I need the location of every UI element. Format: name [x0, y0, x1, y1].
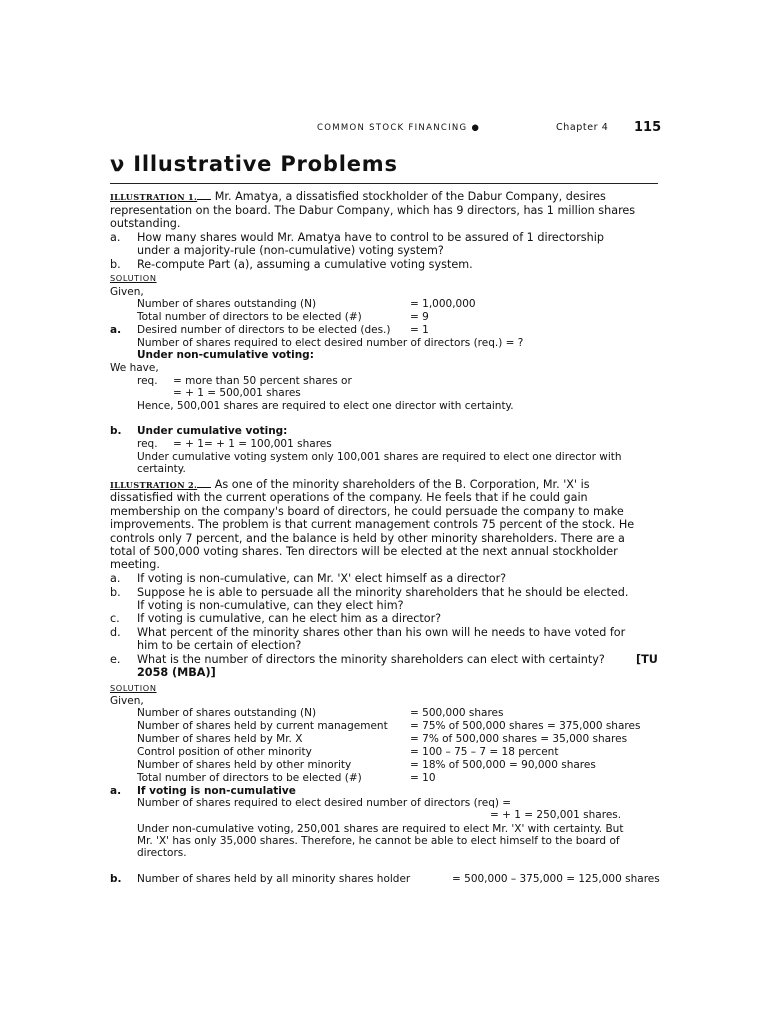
section-bullet-icon: ν	[110, 152, 126, 176]
title-divider	[110, 183, 658, 184]
given-item-value: = 18% of 500,000 = 90,000 shares	[410, 759, 596, 771]
conclusion-text: certainty.	[137, 463, 186, 475]
illustration-1-text: Mr. Amatya, a dissatisfied stockholder of the Dabur Company, desires	[214, 190, 606, 203]
given-item-label: Number of shares outstanding (N)	[137, 707, 317, 719]
label-underline	[197, 190, 211, 200]
given-item-label: Number of shares required to elect desired number of directors (req.) = ?	[137, 337, 524, 349]
conclusion-text: directors.	[137, 847, 187, 859]
question-c-text: If voting is cumulative, can he elect him as a director?	[137, 612, 442, 625]
given-item-value: = 7% of 500,000 shares = 35,000 shares	[410, 733, 628, 745]
question-a-text: under a majority-rule (non-cumulative) voting system?	[137, 244, 444, 257]
given-item-value: = 75% of 500,000 shares = 375,000 shares	[410, 720, 641, 732]
subheading: If voting is non-cumulative	[137, 785, 296, 797]
question-marker: b.	[110, 586, 121, 599]
part-marker: b.	[110, 425, 122, 437]
question-e-text: What is the number of directors the minority shareholders can elect with certainty?	[137, 653, 605, 666]
illustration-1-first-line	[110, 190, 606, 204]
illustration-1-text: outstanding.	[110, 217, 181, 230]
given-item-label: Number of shares outstanding (N)	[137, 298, 317, 310]
illustration-2-label: ILLUSTRATION 2.	[110, 480, 198, 490]
illustration-1-label: ILLUSTRATION 1.	[110, 192, 198, 202]
given-item-label: Number of shares held by other minority	[137, 759, 352, 771]
req-value: = + 1= + 1 = 100,001 shares	[173, 438, 332, 450]
given-item-label: Total number of directors to be elected (#)	[137, 772, 362, 784]
question-a-text: How many shares would Mr. Amatya have to control to be assured of 1 directorship	[137, 231, 604, 244]
we-have-label: We have,	[110, 362, 159, 374]
given-item-value: = 1,000,000	[410, 298, 476, 310]
illustration-1-text: representation on the board. The Dabur Company, which has 9 directors, has 1 million shares	[110, 204, 636, 217]
req-formula: Number of shares required to elect desired number of directors (req) =	[137, 797, 512, 809]
question-b-text: If voting is non-cumulative, can they elect him?	[137, 599, 404, 612]
req-result: = + 1 = 250,001 shares.	[490, 809, 622, 821]
given-item-label: Desired number of directors to be elected (des.)	[137, 324, 391, 336]
question-b-text: Suppose he is able to persuade all the minority shareholders that he should be elected.	[137, 586, 629, 599]
given-item-value: = 100 – 75 – 7 = 18 percent	[410, 746, 559, 758]
given-item-label: Number of shares held by current management	[137, 720, 388, 732]
conclusion-text: Under cumulative voting system only 100,001 shares are required to elect one director with	[137, 451, 622, 463]
question-marker: d.	[110, 626, 121, 639]
given-item-label: Number of shares held by all minority shares holder	[137, 873, 411, 885]
illustration-2-text: controls only 7 percent, and the balance is held by other minority shareholders. There are a	[110, 532, 625, 545]
req-label: req.	[137, 438, 158, 450]
running-header-chapter: Chapter 4	[556, 122, 609, 133]
given-item-value: = 10	[410, 772, 436, 784]
req-label: req.	[137, 375, 158, 387]
conclusion-text: Hence, 500,001 shares are required to elect one director with certainty.	[137, 400, 514, 412]
illustration-2-text: total of 500,000 voting shares. Ten directors will be elected at the next annual stockholder	[110, 545, 618, 558]
question-d-text: What percent of the minority shares other than his own will he needs to have voted for	[137, 626, 626, 639]
subheading: Under cumulative voting:	[137, 425, 288, 437]
req-value: = more than 50 percent shares or	[173, 375, 352, 387]
illustration-2-text: dissatisfied with the current operations of the company. He feels that if he could gain	[110, 491, 588, 504]
conclusion-text: Under non-cumulative voting, 250,001 shares are required to elect Mr. 'X' with certainty. But	[137, 823, 624, 835]
given-item-value: = 1	[410, 324, 429, 336]
req-value: = + 1 = 500,001 shares	[173, 387, 301, 399]
question-marker: a.	[110, 572, 121, 585]
question-marker: a.	[110, 231, 121, 244]
illustration-2-text: improvements. The problem is that current management controls 75 percent of the stock. He	[110, 518, 635, 531]
question-marker: e.	[110, 653, 121, 666]
section-title-text: Illustrative Problems	[133, 152, 398, 176]
given-item-value: = 9	[410, 311, 429, 323]
running-header-title: COMMON STOCK FINANCING ●	[317, 123, 481, 133]
given-label: Given,	[110, 695, 144, 707]
solution-label: SOLUTION	[110, 683, 157, 693]
given-label: Given,	[110, 286, 144, 298]
section-title	[110, 152, 398, 176]
question-marker: b.	[110, 258, 121, 271]
label-underline	[197, 478, 211, 488]
part-marker: a.	[110, 785, 122, 797]
given-item-value: = 500,000 shares	[410, 707, 504, 719]
given-item-label: Control position of other minority	[137, 746, 312, 758]
illustration-2-text: As one of the minority shareholders of the B. Corporation, Mr. 'X' is	[214, 478, 590, 491]
solution-label: SOLUTION	[110, 273, 157, 283]
conclusion-text: Mr. 'X' has only 35,000 shares. Therefore, he cannot be able to elect himself to the board of	[137, 835, 620, 847]
part-marker: b.	[110, 873, 122, 885]
question-d-text: him to be certain of election?	[137, 639, 302, 652]
subheading: Under non-cumulative voting:	[137, 349, 314, 361]
given-item-label: Number of shares held by Mr. X	[137, 733, 303, 745]
part-marker: a.	[110, 324, 122, 336]
exam-reference: [TU	[636, 653, 658, 666]
question-marker: c.	[110, 612, 120, 625]
given-item-value: = 500,000 – 375,000 = 125,000 shares	[452, 873, 660, 885]
illustration-2-text: meeting.	[110, 558, 160, 571]
given-item-label: Total number of directors to be elected (#)	[137, 311, 362, 323]
question-b-text: Re-compute Part (a), assuming a cumulative voting system.	[137, 258, 473, 271]
illustration-2-text: membership on the company's board of directors, he could persuade the company to make	[110, 505, 624, 518]
question-a-text: If voting is non-cumulative, can Mr. 'X' elect himself as a director?	[137, 572, 507, 585]
exam-reference: 2058 (MBA)]	[137, 666, 216, 679]
page-number: 115	[634, 120, 662, 135]
